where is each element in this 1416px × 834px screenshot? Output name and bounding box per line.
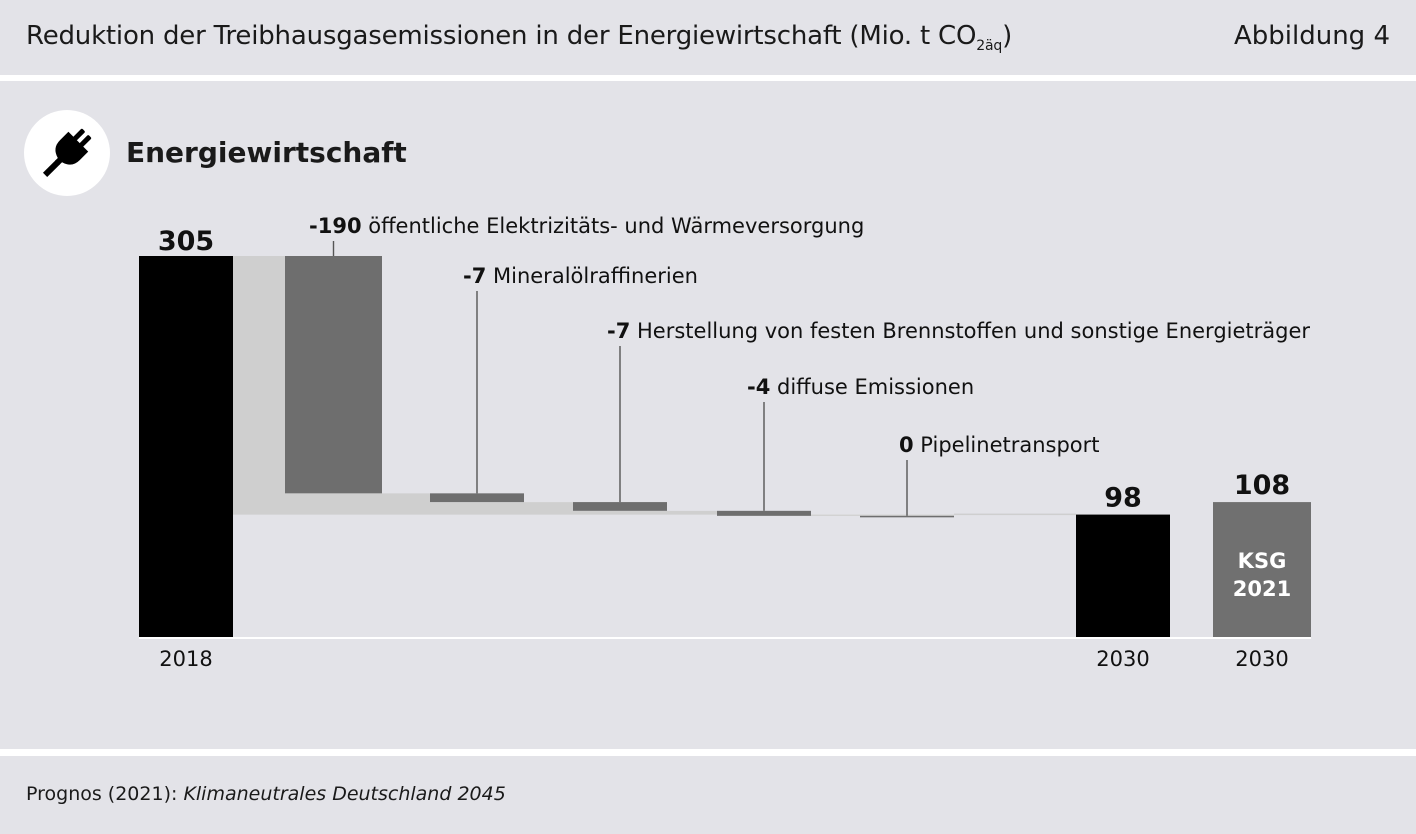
tick-label-2030: 2030 [1096,647,1150,671]
connector-area [811,515,954,516]
delta-bar [573,502,667,511]
step-label: -7 Herstellung von festen Brennstoffen und sonstige Energieträger [607,319,1311,343]
source-title: Klimaneutrales Deutschland 2045 [183,783,506,805]
step-label: -7 Mineralölraffinerien [463,264,698,288]
source-prefix: Prognos (2021): [26,783,184,805]
delta-bar [285,256,382,493]
connector-area [954,514,1076,516]
value-label-2030: 98 [1104,482,1142,514]
delta-bar [430,493,524,502]
value-label-2018: 305 [157,226,215,257]
source-note [26,783,506,805]
page-title-subscript: 2äq [976,38,1003,54]
page-title-text: Reduktion der Treibhausgasemissionen in der Energiewirtschaft (Mio. t CO [26,21,977,51]
ksg-label: KSG [1237,549,1287,573]
step-label: -4 diffuse Emissionen [747,375,975,399]
step-label: 0 Pipelinetransport [899,433,1100,457]
delta-bar [860,516,954,518]
step-label: -190 öffentliche Elektrizitäts- und Wärmeversorgung [309,214,865,238]
ksg-year-label: 2021 [1232,577,1292,601]
tick-label-2018: 2018 [159,647,213,671]
bar-2018 [139,256,233,637]
page-title-end: ) [1002,21,1013,51]
sector-title: Energiewirtschaft [126,136,407,169]
figure-number: Abbildung 4 [1233,21,1390,51]
delta-bar [717,511,811,516]
bar-2030 [1076,515,1170,637]
value-label-ksg: 108 [1233,470,1291,502]
tick-label-2030-target: 2030 [1235,647,1289,671]
